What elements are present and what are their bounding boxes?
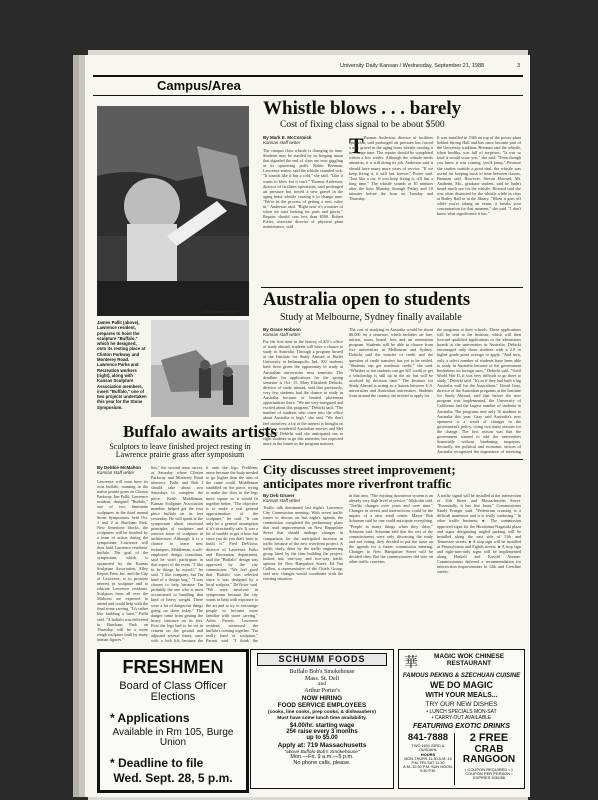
city-byline-name: By Deb Gruver [263,493,295,498]
whistle-dek: Cost of fixing class signal to be about $500 [280,120,445,130]
ad-schumm-line6: FOOD SERVICE EMPLOYEES [277,701,367,709]
australia-dek: Study at Melbourne, Sydney finally available [280,312,462,323]
ad-schumm-line11: up to $5.00 [306,735,338,742]
newspaper-page [85,55,530,797]
ad-schumm-banner: SCHUMM FOODS [257,653,387,666]
whistle-byline [263,135,312,146]
whistle-body-col3: It was installed in 1946 on top of the power plant behind Strong Hall and has since become part of the University tradition. Brennan said the whistle, when healthy, was full of surprises. "It was so loud it would scare you," she said. "Even though you knew it was coming, you'd jump." Because she studies outside a good deal, the whistle was useful for keeping track of time between classes, Brennan said. However, Steven Howard, Mt. Anaheim, Mo., graduate student, said he hadn't heard much use for the whistle. Howard said she was often distracted by the whistle while in class at Bailey Hall or at the library. "When it goes off while you're taking an exam, it breaks your concentration for that moment," she said. "I don't know what significance it has." [437,135,521,217]
buffalo-headline: Buffalo awaits artists [123,422,277,441]
ad-schumm-line13: "above Buffalo Bob's Smokehouse" [284,750,360,756]
ad-schumm-line8: Must have some lunch time availability. [277,715,367,721]
ad-wok-phone: 841-7888 [407,732,449,743]
australia-byline-role: Kansan staff writer [263,332,301,338]
photo-credit: Dave Hudson/Kansan [203,310,238,314]
whistle-divider [261,287,523,288]
city-body-col2: in that area. "The existing downtown system is an already very high level of service," Malcolm said. "Traffic changes over years and over time." Changes in streets and intersections could be the impact of a new retail center. Mayor Bob Schumm said he one could anticipate everything. "People in many things when they drive," Schumm said. Schumm said that the rest of the commissioners were only discussing the study and not voting; they decided to put the issue on the agenda for a future commission meeting. Changes to New Hampshire Street will be decided then. But the commissioners did vote on other traffic concerns. [349,493,433,565]
ad-schumm-line2: Mass. St. Deli [304,675,339,682]
ad-wok-line6: • CARRY-OUT AVAILABLE [431,715,492,721]
buffalo-byline-role: Kansan staff writer [97,470,135,476]
ad-freshmen-item2: * Deadline to file [110,755,204,770]
ad-freshmen [97,649,249,793]
page-header [340,63,520,69]
ad-schumm-line15: No phone calls, please. [293,760,351,767]
whistle-headline: Whistle blows . . . barely [263,98,462,119]
ad-schumm-line12: Apply at: 719 Massachusetts [277,742,367,750]
city-body-col1: Traffic talk dominated last night's Lawrence City Commission meeting. With seven traffic issues to discuss on last night's agenda, the commission completed the preliminary plans that road improvements on New Hampshire Street that should undergo changes in comparison for the anticipated increase in traffic because of the new riverfront project. A traffic study, done by the traffic engineering group hired by the firm building the project, looked into one-way and two-way traffic options for New Hampshire Street. Ed Van Collins, a representative of the Chiefs Group, said new changes would coordinate with the existing situation [263,505,343,582]
buffalo-body-col2: lim," the second team carver, as Saturday where Clinton Parkway and Monterey Road intersect. Pallit and Bob I should take about two Saturdays to complete the piece. Keith Middleman, Kansas Sculpture Association member, helped get the four piece buffalo on its feet yesterday. He will speak at the symposium about structural principles of sculpture and remove some of sculpture in architecture. Although it is a chance to learn new techniques, Middleman, a self-employed design consultant, said he won't participate in that aspect of the event. "I like to be things by myself," he said. "I like company, but I'm kind of a design hog." "I was chosen to help because I'm probably the one who is most accustomed to handling that kind of heavy weight. There were a lot of dangerous things going on there today." The danger came from getting the heavy structure on its feet. First the legs had to be set in cement on the ground and adjusted several times, once with a fork lift, because the [151,465,203,644]
ad-wok-line3: WITH YOUR MEALS... [425,692,498,699]
ad-wok-line4: TRY OUR NEW DISHES [425,701,498,708]
australia-body-col1: For the first time in the history of KU's office of study abroad, students will have a chance to study in Australia. Through a program hosted at the Institute for Study Abroad at Butler University in Indianapolis, Ind., KU students have been given the opportunity to study at Australian universities next semester. The deadline for applications for the spring semester is Oct. 15. Mary Elizabeth Debicki, director of study abroad, said that previously, very few students had the chance to study in Australia because of limited placement opportunities there. "We are very energized and excited about this program," Debicki said. "The number of students who come into the office about Australia is high," she said. "We don't feel ourselves; a lot of the interest is brought on by those wonderful Australian movies and Mel Gibson." Debicki said she anticipated ten to eight students to go this semester, but expected more in the future as the program matures. [263,339,343,446]
city-byline-role: Kansan staff writer [263,498,301,504]
ad-wok-line7: FEATURING EXOTIC DRINKS [412,723,511,730]
ad-wok-line1: FAMOUS PEKING & SZECHUAN CUISINE [402,673,521,679]
australia-body-col2: The cost of studying in Australia would be about $6,000 for a semester, which includes air fare, tuition, room, board, fees and an orientation program. Students will be able to choose from five universities in Melbourne and Sydney. Debicki said the transfer of credit and the question of credit transfers has yet to be settled. "Students can get academic credit," she said. "Whether or not students can get KU credit or get a scholarship is still up in the air but will be resolved by decision time." The Institute for Study Abroad is acting as a liaison between U.S. universities and Australian universities. Students from around the country are invited to apply for [349,327,433,399]
ad-magic-wok [398,649,525,789]
ad-wok-coupon [457,733,521,785]
ad-wok-hours-label: HOURS [420,751,436,757]
ad-wok-promo2: CRAB RANGOON [462,743,516,766]
city-headline-1: City discusses street improvement; [263,462,456,477]
ad-wok-line2: WE DO MAGIC [430,680,493,690]
buffalo-dek: Sculptors to leave finished project resting in Lawrence prairie grass after symposium [109,442,251,460]
whistle-byline-name: By Mark E. McCormick [263,135,312,140]
ad-schumm-line7: (cooks, line cooks, prep cooks, & dishwashers) [268,709,376,715]
ad-wok-line5: • LUNCH SPECIALS MON-SAT [426,709,497,715]
photo-workers [151,320,249,417]
photo-workers-art [151,320,249,417]
section-title: Campus/Area [157,78,241,93]
buffalo-byline [97,465,141,476]
ad-wok-contact [402,733,455,785]
photo-sculptor-art [97,106,249,316]
ad-freshmen-item1-detail: Available in Rm 105, Burge Union [112,726,234,749]
ad-wok-promo3: • COUPON REQUIRED • 1 COUPON PER PERSON • EXPIRES 9/30/88 [464,766,514,780]
top-rule [93,75,523,77]
ad-schumm-line3: and [318,681,326,688]
ad-wok-address: TWO 1601 23RD & OUSDAHL [411,743,445,752]
ad-schumm-foods [250,649,394,789]
ad-wok-logo: MAGIC WOK CHINESE RESTAURANT [433,653,505,667]
australia-byline-name: By Grace Hobson [263,327,301,332]
australia-headline: Australia open to students [263,290,471,310]
ad-freshmen-title: FRESHMEN [122,657,224,677]
buffalo-body-col1: Lawrence will soon have its own buffalo, roaming in the native prairie grass on Clinton Parkway. Jim Pallit, Lawrence resident, designed "Buffalo," one of two limestone sculptures in the third annual Stone Symposium, held Oct. 1 and 2 at Burcham Park. New limestone blocks, the sculptures will be finished by a team of artists during the symposium. Lawrence will then hold Lawrence residents' buffalo. The goal of the symposium, which is sponsored by the Kansas Sculpture Association, Alley Report Print, Inc. and the City of Lawrence, is to promote interest in sculpture and to educate Lawrence residents. Sculptors from all over the Midwest are expected to attend and could help with the final stone carving. "It's rather like building a barn," Pallit said. "A buffalo was delivered to Burcham Park on Thursday, will be a more rough sculpture built by many human figures." [97,479,148,642]
ad-schumm-line5: NOW HIRING [301,695,343,703]
ad-schumm-line1: Buffalo Bob's Smokehouse [289,669,355,676]
australia-divider [261,459,523,460]
paper-dateline: University Daily Kansan / Wednesday, September 21, 1988 [340,63,485,69]
buffalo-byline-name: By Debbie McMahon [97,465,142,470]
ad-wok-hours: MON-THURS 11:30 A.M.-10 P.M. FRI-SAT 11:30 A.M.-10:30 P.M. SUN NOON-9:30 P.M. [403,757,453,774]
australia-body-col3: the programs at their schools. These applications will be sent to the Institute, which will then forward qualified applications to the admissions boards at the universities in Australia. Debicki encouraged only those students with a 2.0 or higher grade point average to apply. "And now, only a select number of students have been able to study in Australia because of the government limitations on foreign ones," Debicki said. "Until World War II, it was very difficult to go there to study," Debicki said. "It's as if they had built a big Australia wall for the Australians." David Gray, director of the Australian programs at the Institute for Study Abroad, said that before the new program was implemented, the University of California had the largest number of students in Australia. The programs sent only 16 students to Australia this year. Gray said Australia's new openness is a result of changes in the government's policy, citing two main reasons for the change. The first reason was that the government wanted to add the universities financially without burdening taxpayers. Secondly, the political and economic sectors of Australia recognized the importance of investing [437,327,521,455]
photo-sculptor [97,106,249,316]
page-number: 3 [516,63,520,69]
city-byline [263,493,300,504]
whistle-body-col1: The campus class whistle is changing its tune. Students may be startled by its limping moan that signaled the end of class are now giggling at its sputtering puffs. Robin Brennan, Lawrence senior, said the whistle sounded sick. "It sounds like it has a cold," she said. "Like it wants to blow but it can't." Thomas Anderson, director of facilities operations, said prolonged air pressure has forced a new gravel in the aging brass whistle causing it to change tune. "We're in the process of getting a new valve in," Anderson said. "Right now it's a matter of when we start looking for parts and pieces." Repairs should cost less than $500. Robert Porter, associate director of physical plant maintenance, said [263,148,343,230]
city-body-col3: A traffic signal will be installed at the intersection of 11th Street and Massachusetts Street. "Essentially, it has five lanes," Commissioner Sandy Praeger said. "Pedestrian crossing is a difficult maneuver and it is really confusing." In other traffic business: ● The commission approved signs for the Hiroshima-Nagasaki plaza and signs designating angled parking will be installed along the east side of 11th and Tennessee streets. ● A stop sign will be installed at Pennsylvania and Eighth streets. ● A stop sign and right-turn-only signs will be implemented along Haskell and Kasold Avenue. Commissioners deferred a recommendation for intersection improvements to 12th and Crestline streets. [437,493,521,575]
section-rule [93,95,523,96]
ad-schumm-line4: Arthur Porter's [304,687,340,694]
whistle-body-col2: Thomas Anderson, director of facilities operation, said prolonged air pressure has forced a new gravel in the aging brass whistle causing it to change tune. The repairs should be completed within a few weeks. Although the whistle needs attention, it is still doing its job. Anderson said it should have many more years of service. "If we keep fixing it, it will last forever," Porter said. "Just like a car, if you keep fixing it, it'll last a long time." The whistle sounds at 10 minutes after the hour Monday through Friday and 10 minutes before the hour on Tuesday and Thursday. [349,135,433,202]
ad-schumm-line14: Mon.—Fri. 9 a.m.—5 p.m. [290,754,354,761]
city-headline-2: anticipates more riverfront traffic [263,476,452,491]
whistle-dropcap: T [349,133,364,158]
photo-caption: James Pallit (above), Lawrence resident, prepares to hoist the sculpture "Buffalo," which he designed, onto its resting place at Clinton Parkway and Monterey Road. Lawrence Parks and Recreation workers (right), along with Kansas Sculpture Association members, insert "Buffalo," one of two projects undertaken this year for the Stone Symposium. [97,320,147,410]
ad-freshmen-item1: * Applications [110,710,190,725]
ad-wok-promo1: 2 FREE [469,732,509,744]
ad-freshmen-subtitle: Board of Class Officer Elections [119,679,227,704]
ad-schumm-line10: 25¢ raise every 3 months [286,728,358,735]
svg-text:華: 華 [404,655,418,670]
australia-byline [263,327,301,338]
buffalo-body-col3: it onto the legs. Problems arose because the body needed to go higher than the arm of the crane could. Middleman straddled on the piece, trying to make the slots in the legs more square so it would fit together better. "The objective is to make a real general approximation of the sculpture," he said. "It can only be a general assumption if it's structurally safe. It was a lot of trouble to get it here but since you do you don't have to build it." Fred DeVictor, director of Lawrence Parks and Recreation department, said the "Buffalo" design was approved by the city commission. "We feel good that 'Buffalo' was selected since it was designed by a local sculptor," DeVictor said. "We were involved in symposium because the city wants to help with exposure to the art and to try to encourage people to become more familiar with stone carving." Arlen Parrott, Lawrence resident, witnessed the buffalo's coming together. "I'm really fond of sculpture," Parrott said. "I think the [206,465,258,644]
ad-schumm-line9: $4.00/hr. starting wage [289,722,355,729]
whistle-byline-role: Kansan staff writer [263,140,301,146]
ad-freshmen-item2-detail: Wed. Sept. 28, 5 p.m. [113,771,233,786]
wok-logo-icon [403,654,419,670]
